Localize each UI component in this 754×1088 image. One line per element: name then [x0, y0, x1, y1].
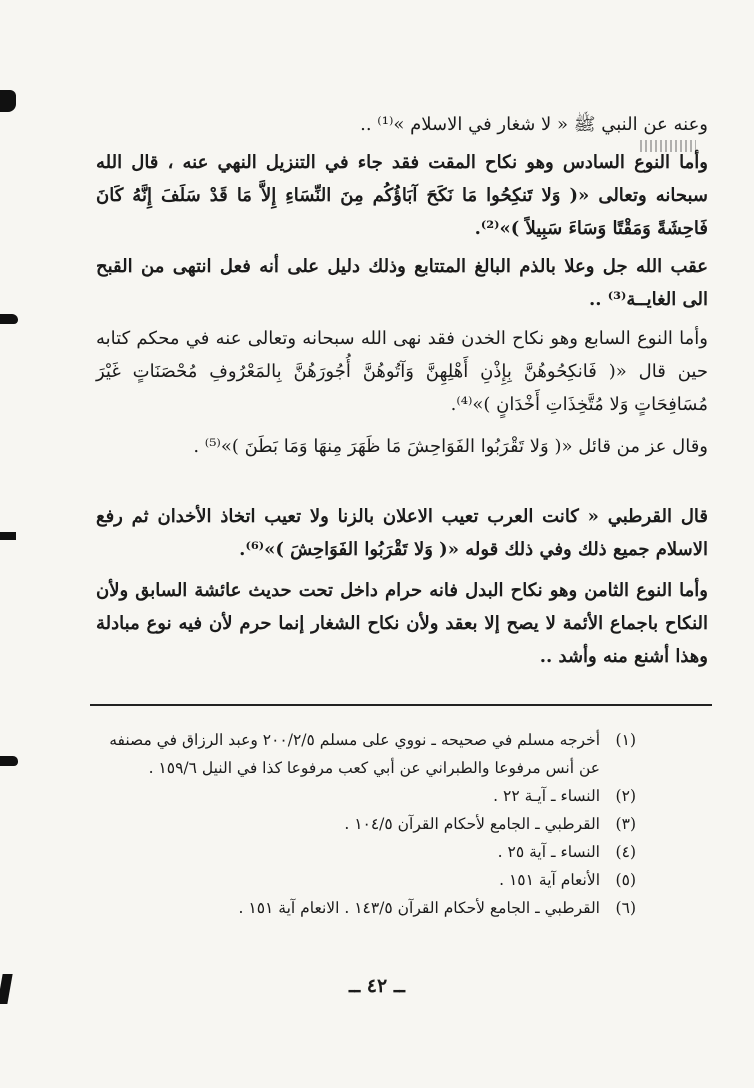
scan-mark	[0, 532, 16, 540]
footnote-number: (٦)	[615, 899, 636, 917]
footnote-item	[106, 866, 636, 894]
footnote-item	[106, 810, 636, 838]
footnote-divider	[90, 704, 712, 706]
footnote-number: (١)	[615, 731, 636, 749]
paragraph-type-eight: وأما النوع الثامن وهو نكاح البدل فانه حرام داخل تحت حديث عائشة السابق ولأن النكاح باجماع الأئمة لا يصح إلا بعقد ولأن نكاح الشغار إنما حرم لأن فيه نوع مبادلة وهذا أشنع منه وأشد ..	[96, 580, 708, 667]
paragraph-verse: وقال عز من قائل «( وَلا تَقْرَبُوا الفَوَاحِشَ مَا ظَهَرَ مِنهَا وَمَا بَطَنَ )»⁽⁵⁾ .	[193, 436, 708, 457]
paragraph-qurtubi: قال القرطبي « كانت العرب تعيب الاعلان بالزنا ولا تعيب اتخاذ الأخدان ثم رفع الاسلام جميع ذلك وفي ذلك قوله «( وَلا تَقْرَبُوا الفَوَاحِشَ )»⁽⁶⁾.	[96, 506, 708, 560]
scan-mark	[0, 314, 18, 324]
paragraph-commentary: عقب الله جل وعلا بالذم البالغ المتتابع وذلك دليل على أنه فعل انتهى من القبح الى الغايــة⁽³⁾ ..	[96, 256, 708, 310]
footnote-item	[106, 726, 636, 782]
footnote-text: أخرجه مسلم في صحيحه ـ نووي على مسلم ٢٠٠/٢/٥ وعبد الرزاق في مصنفه عن أنس مرفوعا والطبراني عن أبي كعب مرفوعا كذا في النيل ١٥٩/٦ .	[109, 731, 600, 777]
footnote-item	[106, 838, 636, 866]
footnote-number: (٣)	[615, 815, 636, 833]
footnote-item	[106, 782, 636, 810]
scan-mark	[0, 90, 16, 112]
footnote-number: (٥)	[615, 871, 636, 889]
footnote-text: النساء ـ آية ٢٥ .	[497, 843, 600, 861]
footnote-text: النساء ـ آيـة ٢٢ .	[493, 787, 600, 805]
footnote-item	[106, 894, 636, 922]
scan-mark	[0, 756, 18, 766]
paragraph-hadith: وعنه عن النبي ﷺ « لا شغار في الاسلام »⁽¹⁾ ..	[360, 114, 708, 135]
footnote-number: (٢)	[615, 787, 636, 805]
footnote-text: القرطبي ـ الجامع لأحكام القرآن ١٠٤/٥ .	[344, 815, 600, 833]
paragraph-type-six: وأما النوع السادس وهو نكاح المقت فقد جاء في التنزيل النهي عنه ، قال الله سبحانه وتعالى «( وَلا تَنكِحُوا مَا نَكَحَ آبَاؤُكُم مِنَ النِّسَاءِ إِلاَّ مَا قَدْ سَلَفَ إِنَّهُ كَانَ فَاحِشَةً وَمَقْتًا وَسَاءَ سَبِيلاً )»⁽²⁾.	[96, 152, 708, 239]
page-number: ــ ٤٢ ــ	[349, 975, 405, 997]
footnote-text: الأنعام آية ١٥١ .	[499, 871, 600, 889]
footnote-number: (٤)	[615, 843, 636, 861]
footnote-text: القرطبي ـ الجامع لأحكام القرآن ١٤٣/٥ . الانعام آية ١٥١ .	[238, 899, 600, 917]
paragraph-type-seven: وأما النوع السابع وهو نكاح الخدن فقد نهى الله سبحانه وتعالى عنه في محكم كتابه حين قال «( فَانكِحُوهُنَّ بِإِذْنِ أَهْلِهِنَّ وَآتُوهُنَّ أُجُورَهُنَّ بِالمَعْرُوفِ مُحْصَنَاتٍ غَيْرَ مُسَافِحَاتٍ وَلا مُتَّخِذَاتِ أَخْدَانٍ )»⁽⁴⁾.	[96, 328, 708, 415]
footnotes	[106, 726, 636, 922]
